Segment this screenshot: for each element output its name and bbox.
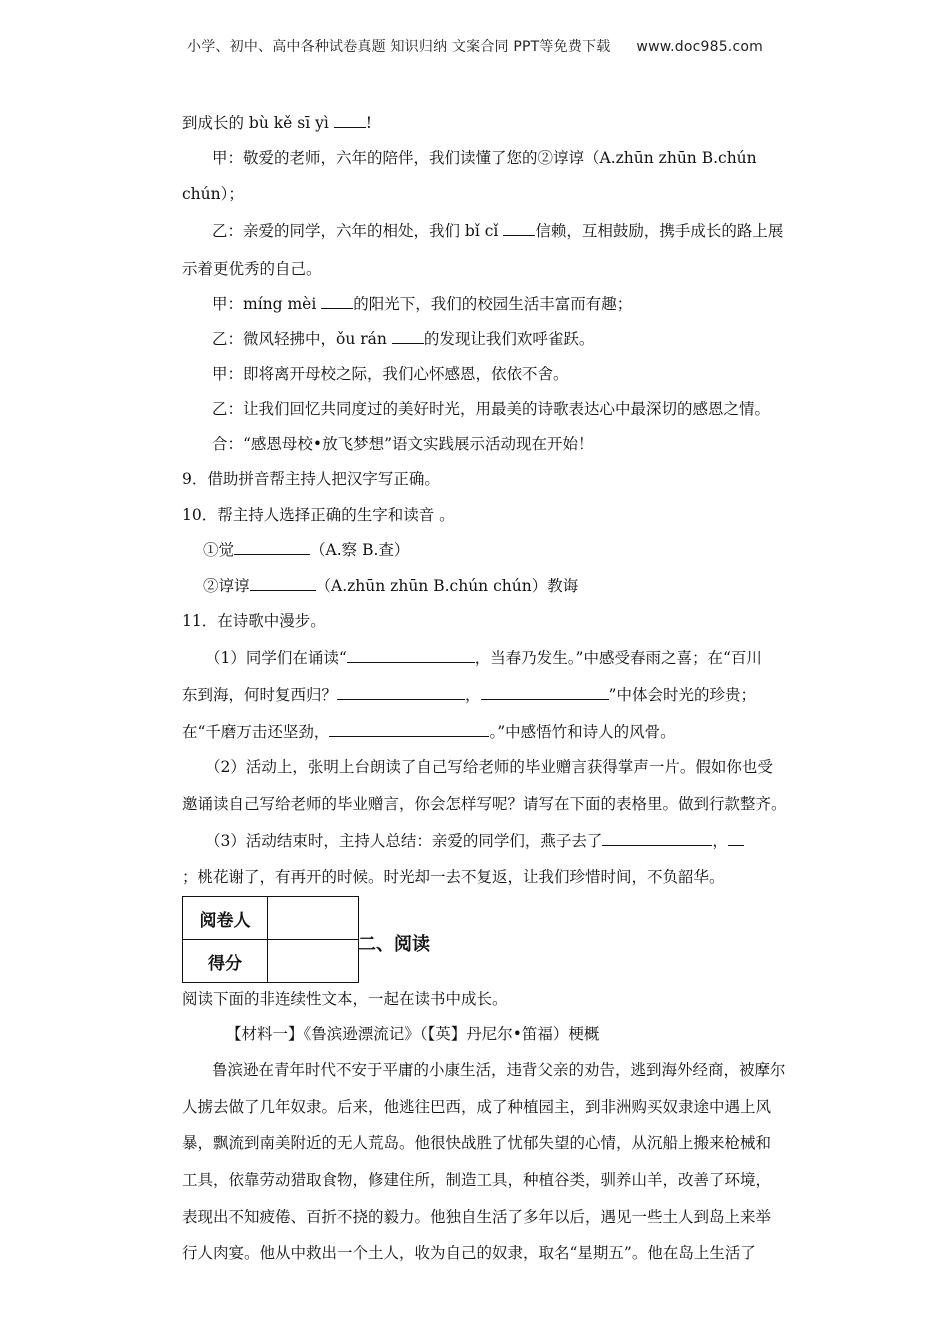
answer-blank [234, 540, 310, 555]
text-line: 乙：亲爱的同学，六年的相处，我们 bǐ cǐ 信赖，互相鼓励，携手成长的路上展 [212, 222, 784, 240]
answer-blank [392, 329, 424, 344]
answer-blank [334, 113, 366, 128]
answer-blank [329, 722, 489, 737]
reading-intro: 阅读下面的非连续性文本，一起在读书中成长。 [182, 990, 508, 1008]
section-title: 二、阅读 [358, 934, 430, 955]
text-line: 甲：即将离开母校之际，我们心怀感恩，依依不舍。 [212, 365, 569, 383]
text-line: 到成长的 bù kě sī yì ! [182, 114, 372, 132]
text-line: 甲：敬爱的老师，六年的陪伴，我们读懂了您的②谆谆（A.zhūn zhūn B.chún [212, 149, 757, 167]
text-line: 乙：让我们回忆共同度过的美好时光，用最美的诗歌表达心中最深切的感恩之情。 [212, 400, 771, 418]
reading-paragraph-line: 工具，依靠劳动猎取食物，修建住所，制造工具，种植谷类，驯养山羊，改善了环境， [182, 1171, 772, 1189]
score-table [182, 896, 359, 983]
reading-paragraph-line: 人掳去做了几年奴隶。后来，他逃往巴西，成了种植园主，到非洲购买奴隶途中遇上风 [182, 1098, 772, 1116]
reviewer-label: 阅卷人 [183, 897, 268, 940]
text-line: （3）活动结束时，主持人总结：亲爱的同学们，燕子去了 ， [205, 831, 744, 851]
text-line: 在“千磨万击还坚劲， 。”中感悟竹和诗人的风骨。 [182, 723, 676, 741]
answer-blank [337, 685, 465, 700]
text-line: 示着更优秀的自己。 [182, 260, 322, 278]
text-line: （2）活动上，张明上台朗读了自己写给老师的毕业赠言获得掌声一片。假如你也受 [205, 758, 773, 776]
question-10-item-2: ②谆谆 （A.zhūn zhūn B.chún chún）教诲 [203, 577, 579, 595]
question-10: 10．帮主持人选择正确的生字和读音 。 [182, 506, 455, 524]
answer-blank [347, 648, 475, 663]
page-header [0, 36, 950, 56]
reviewer-cell[interactable] [268, 897, 359, 940]
text-line: chún）； [182, 185, 244, 203]
reading-paragraph-line: 行人肉宴。他从中救出一个土人，收为自己的奴隶，取名“星期五”。他在岛上生活了 [182, 1244, 756, 1262]
text-line: 合：“感恩母校•放飞梦想”语文实践展示活动现在开始！ [212, 435, 594, 453]
score-cell[interactable] [268, 940, 359, 983]
reading-paragraph-line: 暴，飘流到南美附近的无人荒岛。他很快战胜了忧郁失望的心情，从沉船上搬来枪械和 [182, 1134, 772, 1152]
reading-paragraph-line: 鲁滨逊在青年时代不安于平庸的小康生活，违背父亲的劝告，逃到海外经商，被摩尔 [212, 1061, 786, 1079]
text-line: （1）同学们在诵读“ ，当春乃发生。”中感受春雨之喜；在“百川 [205, 649, 762, 667]
text-line: 邀诵读自己写给老师的毕业赠言，你会怎样写呢？请写在下面的表格里。做到行款整齐。 [182, 795, 787, 813]
answer-blank [728, 831, 744, 846]
material-title: 【材料一】《鲁滨逊漂流记》（【英】丹尼尔•笛福）梗概 [226, 1025, 600, 1043]
score-label: 得分 [183, 940, 268, 983]
text-line: 乙：微风轻拂中，ǒu rán 的发现让我们欢呼雀跃。 [212, 330, 595, 348]
text-line: 甲：míng mèi 的阳光下，我们的校园生活丰富而有趣； [212, 295, 633, 313]
answer-blank [250, 576, 316, 591]
answer-blank [602, 831, 712, 846]
question-11: 11．在诗歌中漫步。 [182, 612, 326, 630]
text-line: 东到海，何时复西归？ ， ”中体会时光的珍贵； [182, 686, 756, 704]
answer-blank [321, 294, 353, 309]
header-site: www.doc985.com [636, 39, 763, 55]
text-line: ；桃花谢了，有再开的时候。时光却一去不复返，让我们珍惜时间，不负韶华。 [182, 868, 725, 886]
answer-blank [481, 685, 609, 700]
question-10-item-1: ①觉 （A.察 B.查） [203, 541, 410, 559]
reading-paragraph-line: 表现出不知疲倦、百折不挠的毅力。他独自生活了多年以后，遇见一些土人到岛上来举 [182, 1208, 772, 1226]
answer-blank [503, 221, 535, 236]
question-9: 9．借助拼音帮主持人把汉字写正确。 [182, 470, 440, 488]
header-text: 小学、初中、高中各种试卷真题 知识归纳 文案合同 PPT等免费下载 [187, 39, 611, 55]
